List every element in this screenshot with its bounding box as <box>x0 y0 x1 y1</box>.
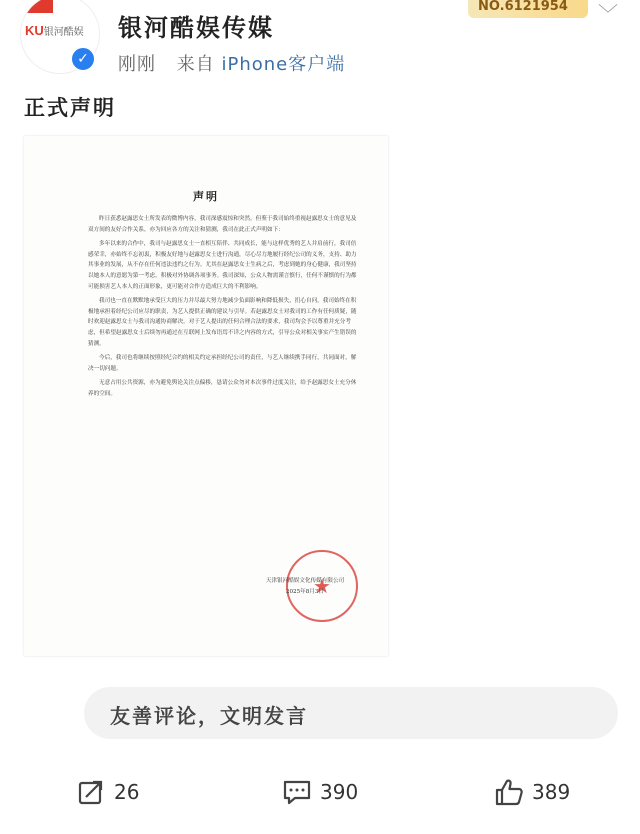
statement-paragraph: 昨日获悉赵露思女士所发表的微博内容，我司深感震惊和突然。但鉴于我司始终重视赵露思女士的意见及双方间的友好合作关系，亦为回应各方的关注和猜测，我司在此正式声明如下： <box>88 216 357 233</box>
verified-icon: ✓ <box>70 46 96 72</box>
avatar-logo: KU银河酷娱 <box>25 23 84 38</box>
comment-button[interactable] <box>282 774 358 810</box>
signature-company: 天津银河酷娱文化传媒有限公司 <box>265 578 345 584</box>
repost-count: 26 <box>114 780 140 804</box>
post-meta <box>118 50 345 76</box>
fan-badge[interactable]: NO.6121954 <box>468 0 588 18</box>
chevron-down-icon[interactable]: ﹀ <box>598 2 618 26</box>
seal-star-icon: ★ <box>313 574 331 598</box>
post-time: 刚刚 <box>118 54 156 75</box>
repost-button[interactable] <box>76 774 139 810</box>
comment-input[interactable] <box>84 687 618 739</box>
comment-placeholder: 友善评论，文明发言 <box>110 704 308 728</box>
thumbs-up-icon <box>494 777 524 807</box>
flag-icon <box>27 0 53 13</box>
post-text: 正式声明 <box>24 96 116 120</box>
comment-count: 390 <box>320 780 359 804</box>
statement-signature <box>230 576 380 598</box>
post-source[interactable]: iPhone客户端 <box>221 54 346 75</box>
statement-title: 声明 <box>193 190 219 203</box>
repost-icon <box>76 777 106 807</box>
signature-date: 2025年8月3日 <box>285 589 325 595</box>
post-header <box>0 0 640 90</box>
statement-paragraph: 今后，我司也将继续按照经纪合约的相关约定承担经纪公司的责任，与艺人继续携手同行，共同面对，解决一切问题。 <box>88 355 357 372</box>
like-button[interactable] <box>494 774 570 810</box>
comment-icon <box>282 777 312 807</box>
account-name[interactable]: 银河酷娱传媒 <box>118 14 274 42</box>
statement-paragraph: 多年以来的合作中，我司与赵露思女士一直相互陪伴、共同成长，能与这样优秀的艺人并肩前行，我司倍感荣幸，亦始终不忘初衷，积极友好地与赵露思女士进行沟通，尽心尽力地履行经纪公司的义务，支持、助力其事业的发展，从不存在任何违法违约之行为。尤其在赵露思女士生病之后，考虑到她的身心健康，我司坚持以她本人的意愿为第一考虑，积极对外协调各项事务。我司深知，公众人物需谨言慎行，任何不谨慎的行为都可能损害艺人本人的正面形象，更可能对合作方造成巨大的不利影响。 <box>88 241 357 290</box>
source-prefix: 来自 <box>176 54 215 75</box>
like-count: 389 <box>532 780 571 804</box>
statement-image[interactable] <box>24 136 388 656</box>
statement-body <box>88 214 360 404</box>
statement-paragraph: 我司也一直在默默地承受巨大的压力并尽最大努力地减少负面影响和降低损失，扪心自问，我司始终在积极地承担着经纪公司应尽的职责，为艺人提供正确的建议与引导。若赵露思女士对我司的工作有任何质疑，随时欢迎赵露思女士与我司沟通协商解决。对于艺人提出的任何合理合法的要求，我司均会予以尊重并充分考虑，但希望赵露思女士后续勿再通过在互联网上发布语焉不详之内容的方式，引导公众对相关事实产生错误的猜测。 <box>88 298 357 347</box>
statement-paragraph: 无意占用公共资源，亦为避免舆论关注点偏移，恳请公众勿对本次事件过度关注，给予赵露思女士充分休养的空间。 <box>88 380 357 397</box>
action-bar <box>0 760 640 824</box>
